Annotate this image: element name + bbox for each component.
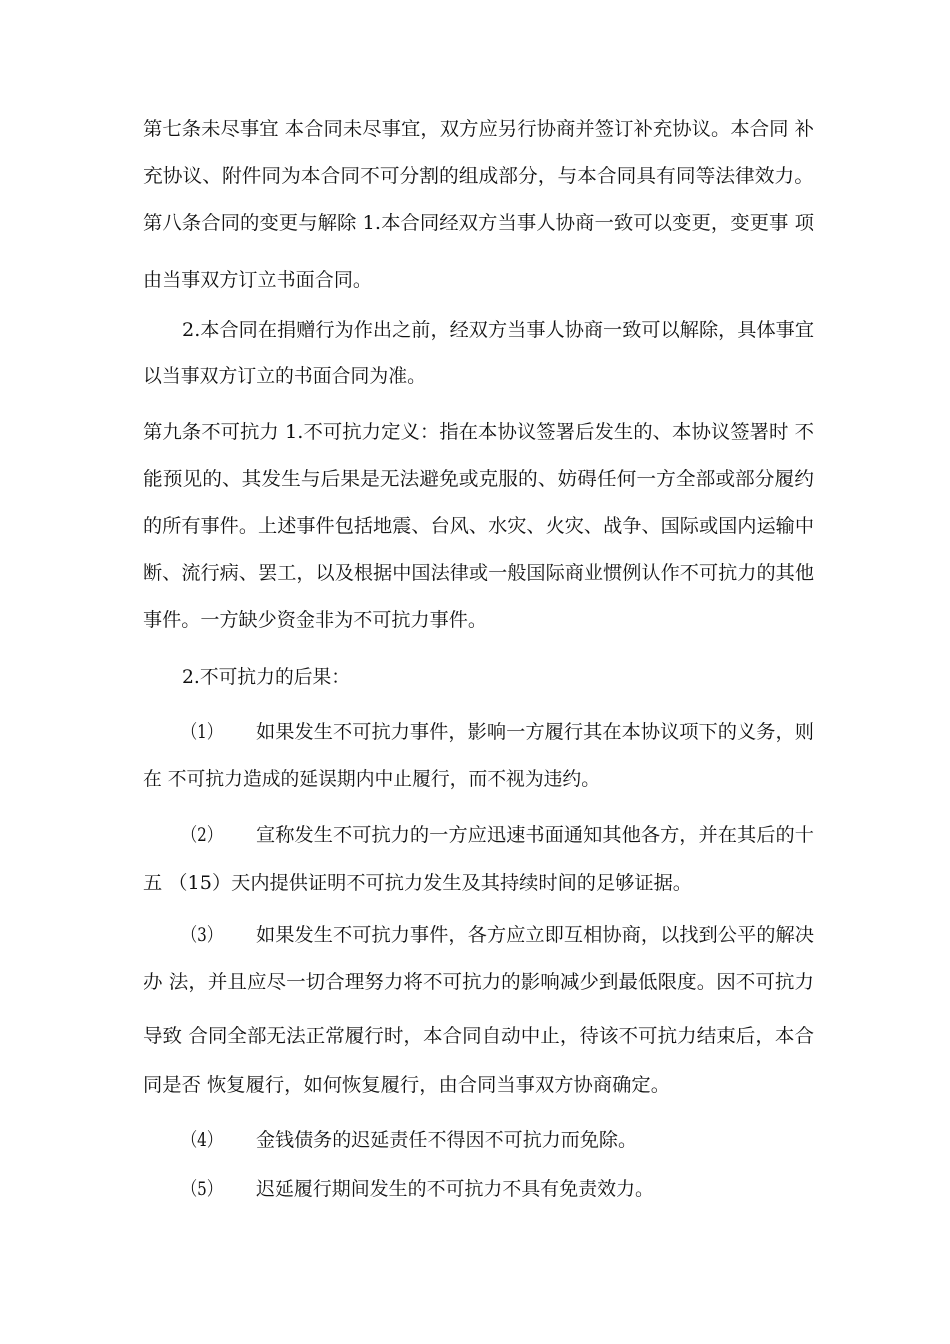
text-line <box>0 558 950 588</box>
text-line <box>0 868 950 898</box>
text-segment: 办 法，并且应尽一切合理努力将不可抗力的影响减少到最低限度。因不可抗力 <box>143 971 815 993</box>
text-segment: 2.本合同在捐赠行为作出之前，经双方当事人协商一致可以解除，具体事宜 <box>182 319 815 341</box>
list-marker: （2） <box>182 824 222 846</box>
text-segment: 事件。一方缺少资金非为不可抗力事件。 <box>143 609 487 631</box>
text-line <box>0 208 950 238</box>
text-segment: 在 不可抗力造成的延误期内中止履行，而不视为违约。 <box>143 768 601 790</box>
text-segment: 断、流行病、罢工，以及根据中国法律或一般国际商业惯例认作不可抗力的其他 <box>143 562 815 584</box>
text-line <box>0 920 950 950</box>
text-line <box>0 1021 950 1051</box>
text-line <box>0 820 950 850</box>
text-segment: 由当事双方订立书面合同。 <box>143 269 372 291</box>
text-line <box>0 662 950 692</box>
text-line <box>0 717 950 747</box>
text-segment: 迟延履行期间发生的不可抗力不具有免责效力。 <box>256 1178 655 1200</box>
text-line <box>0 464 950 494</box>
text-segment: 宣称发生不可抗力的一方应迅速书面通知其他各方，并在其后的十 <box>256 824 815 846</box>
text-line <box>0 1125 950 1155</box>
text-segment: 第九条不可抗力 1.不可抗力定义：指在本协议签署后发生的、本协议签署时 不 <box>143 421 815 443</box>
text-segment: 导致 合同全部无法正常履行时，本合同自动中止，待该不可抗力结束后，本合 <box>143 1025 815 1047</box>
text-line <box>0 1070 950 1100</box>
text-line <box>0 315 950 345</box>
text-segment: 第七条未尽事宜 本合同未尽事宜，双方应另行协商并签订补充协议。本合同 补 <box>143 118 814 140</box>
text-segment: 金钱债务的迟延责任不得因不可抗力而免除。 <box>256 1129 638 1151</box>
text-segment: 同是否 恢复履行，如何恢复履行，由合同当事双方协商确定。 <box>143 1074 670 1096</box>
text-segment: 如果发生不可抗力事件，各方应立即互相协商，以找到公平的解决 <box>256 924 815 946</box>
text-segment: 能预见的、其发生与后果是无法避免或克服的、妨碍任何一方全部或部分履约 <box>143 468 815 490</box>
list-marker: （5） <box>182 1178 222 1200</box>
text-segment: 五 （15）天内提供证明不可抗力发生及其持续时间的足够证据。 <box>143 872 692 894</box>
text-line <box>0 1174 950 1204</box>
text-line <box>0 764 950 794</box>
text-segment: 以当事双方订立的书面合同为准。 <box>143 365 426 387</box>
text-line <box>0 605 950 635</box>
text-line <box>0 265 950 295</box>
list-marker: （3） <box>182 924 222 946</box>
text-line <box>0 511 950 541</box>
text-segment: 2.不可抗力的后果： <box>182 666 350 688</box>
text-segment: 如果发生不可抗力事件，影响一方履行其在本协议项下的义务，则 <box>256 721 815 743</box>
text-line <box>0 361 950 391</box>
text-line <box>0 417 950 447</box>
text-segment: 的所有事件。上述事件包括地震、台风、水灾、火灾、战争、国际或国内运输中 <box>143 515 815 537</box>
text-line <box>0 114 950 144</box>
list-marker: （1） <box>182 721 222 743</box>
list-marker: （4） <box>182 1129 222 1151</box>
text-line <box>0 161 950 191</box>
text-segment: 第八条合同的变更与解除 1.本合同经双方当事人协商一致可以变更，变更事 项 <box>143 212 815 234</box>
text-segment: 充协议、附件同为本合同不可分割的组成部分，与本合同具有同等法律效力。 <box>143 165 815 187</box>
text-line <box>0 967 950 997</box>
